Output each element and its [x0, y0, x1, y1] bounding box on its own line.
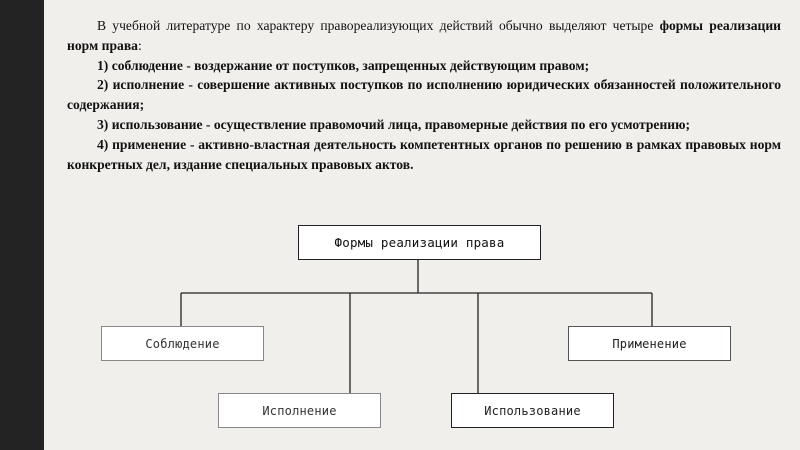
- observance-label: Соблюдение: [145, 336, 220, 351]
- root-box: [298, 225, 541, 260]
- root-label: Формы реализации права: [334, 235, 505, 250]
- intro-colon: :: [137, 37, 142, 53]
- execution-label: Исполнение: [262, 403, 337, 418]
- intro-text: В учебной литературе по характеру правореализующих действий обычно выделяют четыре: [97, 18, 654, 33]
- usage-label: Использование: [484, 403, 581, 418]
- item-application-text: 4) применение - активно-властная деятельность компетентных органов по решению в рамках правовых норм конкретных дел, издание специальных правовых актов.: [67, 136, 781, 172]
- item-observance-text: 1) соблюдение - воздержание от поступков, запрещенных действующим правом;: [97, 57, 590, 73]
- observance-box: [101, 326, 264, 361]
- item-execution-text: 2) исполнение - совершение активных поступков по исполнению юридических обязанностей положительного содержания;: [67, 77, 781, 113]
- application-box: [568, 326, 731, 361]
- intro-bold-text: формы реализации норм права: [67, 18, 781, 53]
- application-label: Применение: [612, 336, 687, 351]
- usage-box: [451, 393, 614, 428]
- execution-box: [218, 393, 381, 428]
- item-usage-text: 3) использование - осуществление правомочий лица, правомерные действия по его усмотрению;: [97, 116, 691, 132]
